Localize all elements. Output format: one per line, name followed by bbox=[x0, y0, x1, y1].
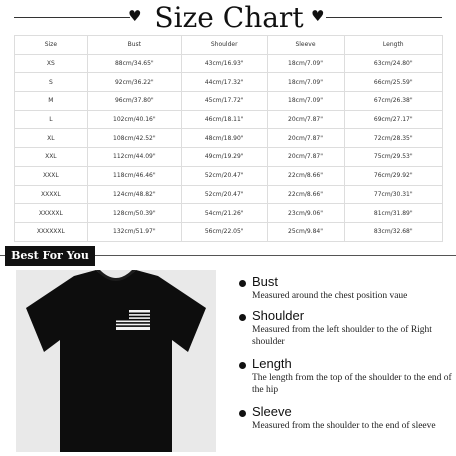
size-table bbox=[14, 35, 443, 242]
measurement-cell: 46cm/18.11" bbox=[181, 110, 267, 129]
measurement-cell: 69cm/27.17" bbox=[344, 110, 442, 129]
measurement-cell: 63cm/24.80" bbox=[344, 54, 442, 73]
measurement-cell: 54cm/21.26" bbox=[181, 204, 267, 223]
size-cell: M bbox=[15, 92, 88, 111]
measurement-cell: 66cm/25.59" bbox=[344, 73, 442, 92]
measure-description: Measured from the left shoulder to the of Right shoulder bbox=[252, 325, 432, 347]
title-divider-right bbox=[326, 17, 442, 18]
size-cell: L bbox=[15, 110, 88, 129]
size-chart-header bbox=[0, 0, 456, 36]
measurement-cell: 96cm/37.80" bbox=[87, 92, 181, 111]
measurement-cell: 132cm/51.97" bbox=[87, 222, 181, 241]
measurement-cell: 72cm/28.35" bbox=[344, 129, 442, 148]
measurement-cell: 45cm/17.72" bbox=[181, 92, 267, 111]
measurement-cell: 49cm/19.29" bbox=[181, 148, 267, 167]
measurement-cell: 128cm/50.39" bbox=[87, 204, 181, 223]
size-cell: S bbox=[15, 73, 88, 92]
table-row bbox=[15, 185, 443, 204]
table-row bbox=[15, 73, 443, 92]
table-row bbox=[15, 129, 443, 148]
table-row bbox=[15, 166, 443, 185]
measurement-cell: 56cm/22.05" bbox=[181, 222, 267, 241]
bullet-icon bbox=[239, 280, 246, 287]
measure-description: Measured from the shoulder to the end of sleeve bbox=[252, 421, 436, 431]
column-header: Sleeve bbox=[267, 36, 344, 55]
bullet-icon bbox=[239, 314, 246, 321]
table-header-row bbox=[15, 36, 443, 55]
measure-description: Measured around the chest position vaue bbox=[252, 291, 408, 301]
measurement-cell: 44cm/17.32" bbox=[181, 73, 267, 92]
measurement-cell: 118cm/46.46" bbox=[87, 166, 181, 185]
measure-name: Bust bbox=[252, 274, 279, 289]
measurement-cell: 18cm/7.09" bbox=[267, 54, 344, 73]
flag-icon bbox=[116, 310, 150, 330]
size-cell: XXL bbox=[15, 148, 88, 167]
size-cell: XXXXXXL bbox=[15, 222, 88, 241]
measurement-cell: 67cm/26.38" bbox=[344, 92, 442, 111]
table-row bbox=[15, 110, 443, 129]
measure-name: Shoulder bbox=[252, 308, 305, 323]
size-cell: XL bbox=[15, 129, 88, 148]
measurement-cell: 112cm/44.09" bbox=[87, 148, 181, 167]
measurement-cell: 88cm/34.65" bbox=[87, 54, 181, 73]
measurement-cell: 18cm/7.09" bbox=[267, 92, 344, 111]
section-label: Best For You bbox=[5, 246, 95, 266]
measurement-cell: 75cm/29.53" bbox=[344, 148, 442, 167]
measurement-cell: 25cm/9.84" bbox=[267, 222, 344, 241]
size-cell: XXXXXL bbox=[15, 204, 88, 223]
table-row bbox=[15, 148, 443, 167]
bullet-icon bbox=[239, 410, 246, 417]
measure-name: Sleeve bbox=[252, 404, 292, 419]
table-row bbox=[15, 222, 443, 241]
measure-description: The length from the top of the shoulder to the end of the hip bbox=[252, 373, 452, 395]
product-photo bbox=[16, 270, 216, 452]
measurement-cell: 52cm/20.47" bbox=[181, 166, 267, 185]
column-header: Size bbox=[15, 36, 88, 55]
size-cell: XXXXL bbox=[15, 185, 88, 204]
measurement-cell: 18cm/7.09" bbox=[267, 73, 344, 92]
best-for-you-bar bbox=[0, 245, 456, 267]
measurement-cell: 20cm/7.87" bbox=[267, 148, 344, 167]
column-header: Shoulder bbox=[181, 36, 267, 55]
measurement-cell: 20cm/7.87" bbox=[267, 110, 344, 129]
measurement-cell: 102cm/40.16" bbox=[87, 110, 181, 129]
measurement-cell: 77cm/30.31" bbox=[344, 185, 442, 204]
table-row bbox=[15, 204, 443, 223]
measurement-cell: 43cm/16.93" bbox=[181, 54, 267, 73]
measure-name: Length bbox=[252, 356, 292, 371]
measurement-cell: 124cm/48.82" bbox=[87, 185, 181, 204]
measurement-cell: 81cm/31.89" bbox=[344, 204, 442, 223]
measurement-cell: 48cm/18.90" bbox=[181, 129, 267, 148]
measurement-cell: 22cm/8.66" bbox=[267, 185, 344, 204]
measurement-cell: 83cm/32.68" bbox=[344, 222, 442, 241]
size-cell: XS bbox=[15, 54, 88, 73]
heart-icon: ♥ bbox=[128, 7, 142, 25]
measurement-cell: 76cm/29.92" bbox=[344, 166, 442, 185]
table-row bbox=[15, 92, 443, 111]
measurement-cell: 23cm/9.06" bbox=[267, 204, 344, 223]
measurement-cell: 22cm/8.66" bbox=[267, 166, 344, 185]
title-divider-left bbox=[14, 17, 130, 18]
measurement-cell: 108cm/42.52" bbox=[87, 129, 181, 148]
column-header: Length bbox=[344, 36, 442, 55]
measurement-cell: 52cm/20.47" bbox=[181, 185, 267, 204]
black-tshirt-image bbox=[16, 270, 216, 452]
table-row bbox=[15, 54, 443, 73]
heart-icon: ♥ bbox=[311, 7, 325, 25]
page-title: Size Chart bbox=[154, 1, 304, 34]
column-header: Bust bbox=[87, 36, 181, 55]
measurement-cell: 92cm/36.22" bbox=[87, 73, 181, 92]
bullet-icon bbox=[239, 362, 246, 369]
size-cell: XXXL bbox=[15, 166, 88, 185]
measurement-cell: 20cm/7.87" bbox=[267, 129, 344, 148]
